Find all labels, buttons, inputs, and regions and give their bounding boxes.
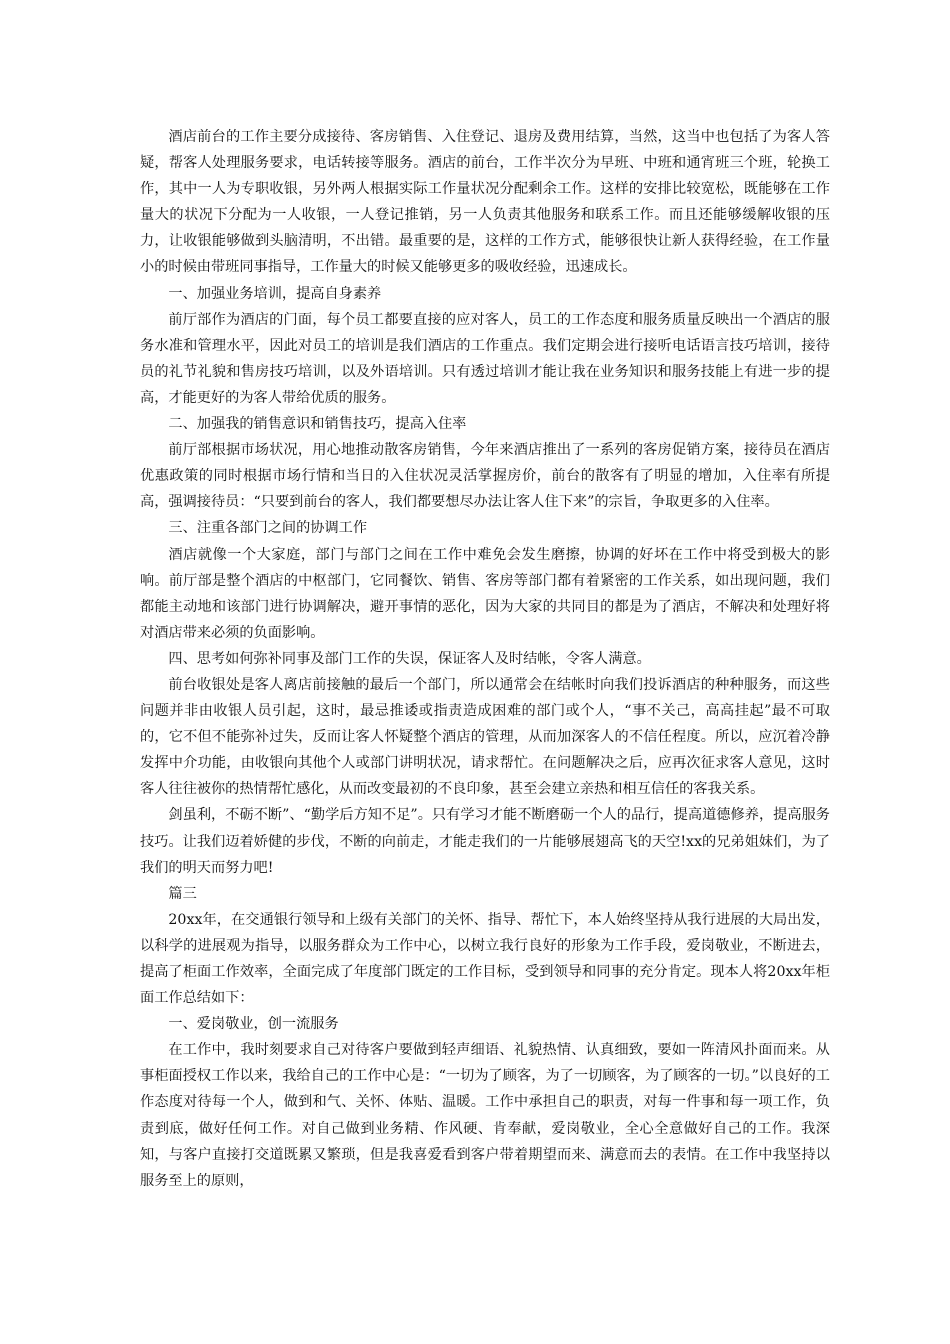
paragraph-coordination: 酒店就像一个大家庭，部门与部门之间在工作中难免会发生磨擦，协调的好坏在工作中将受到极大的影响。前厅部是整个酒店的中枢部门，它同餐饮、销售、客房等部门都有着紧密的工作关系，如出现问题，我们都能主动地和该部门进行协调解决，避开事情的恶化，因为大家的共同目的都是为了酒店，不解决和处理好将对酒店带来必须的负面影响。: [140, 546, 830, 641]
paragraph-bank-intro: 20xx年，在交通银行领导和上级有关部门的关怀、指导、帮忙下，本人始终坚持从我行进展的大局出发，以科学的进展观为指导，以服务群众为工作中心，以树立我行良好的形象为工作手段，爱岗敬业，不断进去，提高了柜面工作效率，全面完成了年度部门既定的工作目标，受到领导和同事的充分肯定。现本人将20xx年柜面工作总结如下：: [140, 911, 830, 1007]
section-heading-4: 四、思考如何弥补同事及部门工作的失误，保证客人及时结帐，令客人满意。: [168, 650, 651, 667]
section-heading-1: 一、加强业务培训，提高自身素养: [168, 285, 382, 302]
section-heading-2: 二、加强我的销售意识和销售技巧，提高入住率: [168, 416, 467, 433]
paragraph-cashier: 前台收银处是客人离店前接触的最后一个部门，所以通常会在结帐时向我们投诉酒店的种种服务，而这些问题并非由收银人员引起，这时，最忌推诿或指责造成困难的部门或个人，“事不关己，高高挂起”最不可取的，它不但不能弥补过失，反而让客人怀疑整个酒店的管理，从而加深客人的不信任程度。所以，应沉着冷静发挥中介功能，由收银向其他个人或部门讲明状况，请求帮忙。在问题解决之后，应再次征求客人意见，这时客人往往被你的热情帮忙感化，从而改变最初的不良印象，甚至会建立亲热和相互信任的客我关系。: [140, 676, 830, 798]
document-body: [140, 124, 830, 1194]
paragraph-intro: 酒店前台的工作主要分成接待、客房销售、入住登记、退房及费用结算，当然，这当中也包括了为客人答疑，帮客人处理服务要求，电话转接等服务。酒店的前台，工作半次分为早班、中班和通宵班三个班，轮换工作，其中一人为专职收银，另外两人根据实际工作量状况分配剩余工作。这样的安排比较宽松，既能够在工作量大的状况下分配为一人收银，一人登记推销，另一人负责其他服务和联系工作。而且还能够缓解收银的压力，让收银能够做到头脑清明，不出错。最重要的是，这样的工作方式，能够很快让新人获得经验，在工作量小的时候由带班同事指导，工作量大的时候又能够更多的吸收经验，迅速成长。: [140, 129, 830, 276]
paragraph-sales: 前厅部根据市场状况，用心地推动散客房销售，今年来酒店推出了一系列的客房促销方案，接待员在酒店优惠政策的同时根据市场行情和当日的入住状况灵活掌握房价，前台的散客有了明显的增加，入住率有所提高，强调接待员：“只要到前台的客人，我们都要想尽办法让客人住下来”的宗旨，争取更多的入住率。: [140, 442, 830, 511]
paragraph-training: 前厅部作为酒店的门面，每个员工都要直接的应对客人，员工的工作态度和服务质量反映出一个酒店的服务水准和管理水平，因此对员工的培训是我们酒店的工作重点。我们定期会进行接听电话语言技巧培训，接待员的礼节礼貌和售房技巧培训，以及外语培训。只有透过培训才能让我在业务知识和服务技能上有进一步的提高，才能更好的为客人带给优质的服务。: [140, 311, 830, 406]
section-heading-service: 一、爱岗敬业，创一流服务: [168, 1016, 339, 1033]
part-three-heading: 篇三: [168, 885, 197, 902]
paragraph-service: 在工作中，我时刻要求自己对待客户要做到轻声细语、礼貌热情、认真细致，要如一阵清风扑面而来。从事柜面授权工作以来，我给自己的工作中心是：“一切为了顾客，为了一切顾客，为了顾客的一切。”以良好的工作态度对待每一个人，做到和气、关怀、体贴、温暖。工作中承担自己的职责，对每一件事和每一项工作，负责到底，做好任何工作。对自己做到业务精、作风硬、肯奉献，爱岗敬业，全心全意做好自己的工作。我深知，与客户直接打交道既累又繁琐，但是我喜爱看到客户带着期望而来、满意而去的表情。在工作中我坚持以服务至上的原则，: [140, 1042, 830, 1189]
section-heading-3: 三、注重各部门之间的协调工作: [168, 520, 368, 537]
paragraph-closing: 剑虽利，不砺不断”、“勤学后方知不足”。只有学习才能不断磨砺一个人的品行，提高道德修养，提高服务技巧。让我们迈着娇健的步伐，不断的向前走，才能走我们的一片能够展翅高飞的天空!xx的兄弟姐妹们，为了我们的明天而努力吧!: [140, 807, 830, 876]
